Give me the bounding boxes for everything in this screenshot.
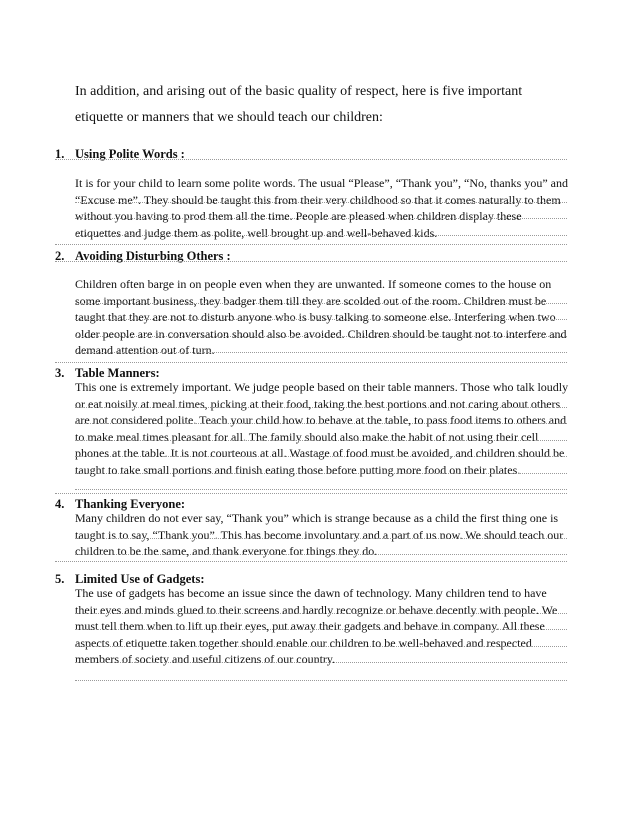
dotted-rule (55, 159, 567, 160)
dotted-rule (75, 352, 567, 353)
section-number: 3. (55, 366, 65, 380)
dotted-rule (75, 319, 567, 320)
section-heading: Using Polite Words : (75, 147, 185, 161)
dotted-rule (55, 261, 567, 262)
dotted-rule (75, 662, 567, 663)
dotted-rule (75, 218, 567, 219)
dotted-rule (75, 554, 567, 555)
dotted-rule (55, 362, 567, 363)
dotted-rule (75, 680, 567, 681)
dotted-rule (75, 407, 567, 408)
section-body: The use of gadgets has become an issue since the dawn of technology. Many children tend to have their eyes and minds glued to their screens and hardly recognize or behave decently with people. We must tell them when to lift up their eyes, put away their gadgets and behave in company. All these aspects of etiquette taken together should enable our children to be well-behaved and respected members of society and useful citizens of our country. (75, 586, 558, 666)
section-body: Many children do not ever say, “Thank you” which is strange because as a child the first thing one is taught is to say, “Thank you”. This has become involuntary and a part of us now. We should teach our children to be the same, and thank everyone for things they do. (75, 511, 564, 558)
section-body: Children often barge in on people even when they are unwanted. If someone comes to the house on some important business, they badger them till they are scolded out of the room. Children must be taught that they are not to disturb anyone who is busy talking to someone else. Interfering when two older people are in conversation should also be avoided. Children should be taught not to interfere and demand attention out of turn. (75, 277, 567, 357)
dotted-rule (75, 489, 567, 490)
section-number: 1. (55, 147, 65, 161)
section-number: 4. (55, 497, 65, 511)
section-number: 2. (55, 249, 65, 263)
dotted-rule (75, 613, 567, 614)
dotted-rule (75, 538, 567, 539)
section-heading: Limited Use of Gadgets: (75, 572, 205, 586)
intro-paragraph: In addition, and arising out of the basic quality of respect, here is five important etiquette or manners that we should teach our children: (75, 84, 523, 125)
dotted-rule (75, 303, 567, 304)
dotted-rule (75, 629, 567, 630)
dotted-rule (75, 336, 567, 337)
section-body: This one is extremely important. We judge people based on their table manners. Those who talk loudly or eat noisily at meal times, picking at their food, taking the best portions and not caring about others are not considered polite. Teach your child how to behave at the table, to pass food items to others and to make meal times pleasant for all. The family should also make the habit of not using their cell phones at the table. It is not courteous at all. Wastage of food must be avoided, and children should be taught to take small portions and finish eating those before putting more food on their plates. (75, 380, 569, 477)
dotted-rule (55, 561, 567, 562)
section-heading: Avoiding Disturbing Others : (75, 249, 231, 263)
dotted-rule (75, 423, 567, 424)
dotted-rule (75, 473, 567, 474)
dotted-rule (75, 646, 567, 647)
dotted-rule (55, 493, 567, 494)
dotted-rule (75, 202, 567, 203)
section-heading: Table Manners: (75, 366, 160, 380)
dotted-rule (55, 244, 567, 245)
dotted-rule (75, 235, 567, 236)
section-heading: Thanking Everyone: (75, 497, 186, 511)
section-number: 5. (55, 572, 65, 586)
section-body: It is for your child to learn some polite words. The usual “Please”, “Thank you”, “No, thanks you” and “Excuse me”. They should be taught this from their very childhood so that it comes naturally to them without you having to prod them all the time. People are pleased when children display these etiquettes and judge them as polite, well brought up and well-behaved kids. (75, 176, 568, 240)
dotted-rule (75, 456, 567, 457)
dotted-rule (75, 440, 567, 441)
